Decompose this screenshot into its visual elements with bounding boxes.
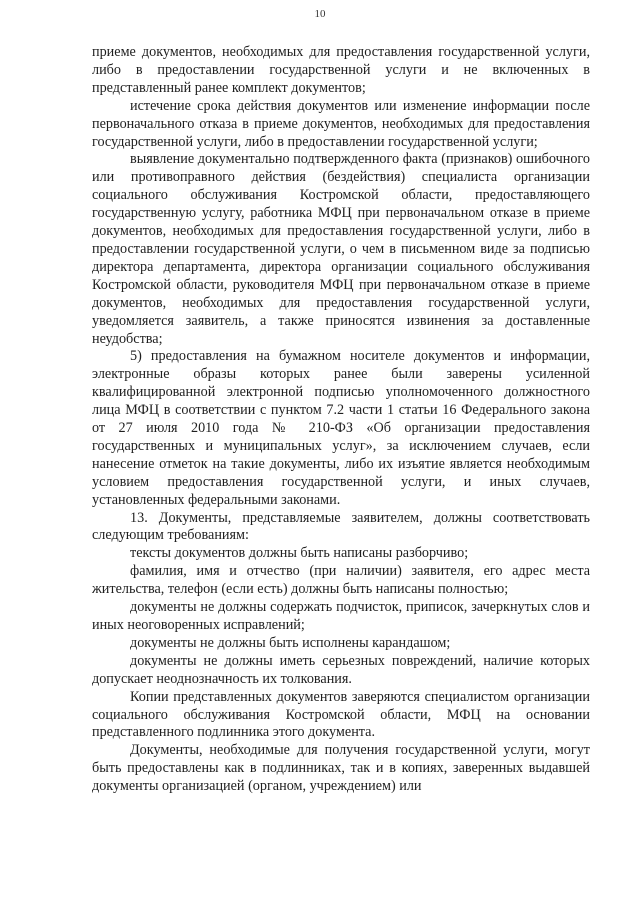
page-number: 10: [314, 8, 326, 20]
paragraph: Документы, необходимые для получения государственной услуги, могут быть предоставлены как в подлинниках, так и в копиях, заверенных выдавшей документы организацией (органом, учреждением) или: [92, 742, 590, 795]
paragraph: 5) предоставления на бумажном носителе документов и информации, электронные образы которых ранее были заверены усиленной квалифицированной электронной подписью уполномоченного должностного лица МФЦ в соответствии с пунктом 7.2 части 1 статьи 16 Федерального закона от 27 июля 2010 года № 210-ФЗ «Об организации предоставления государственных и муниципальных услуг», за исключением случаев, если нанесение отметок на такие документы, либо их изъятие является необходимым условием предоставления государственной услуги, и иных случаев, установленных федеральными законами.: [92, 348, 590, 508]
paragraph: 13. Документы, представляемые заявителем, должны соответствовать следующим требованиям:: [92, 509, 590, 544]
paragraph: выявление документально подтвержденного факта (признаков) ошибочного или противоправного действия (бездействия) специалиста организации социального обслуживания Костромской области, предоставляющего государственную услугу, работника МФЦ при первоначальном отказе в приеме документов, необходимых для предоставления государственной услуги, либо в предоставлении государственной услуги, о чем в письменном виде за подписью директора департамента, директора организации социального обслуживания Костромской области, руководителя МФЦ при первоначальном отказе в приеме документов, необходимых для предоставления государственной услуги, уведомляется заявитель, а также приносятся извинения за доставленные неудобства;: [92, 151, 590, 347]
paragraph: тексты документов должны быть написаны разборчиво;: [130, 545, 469, 562]
paragraph: документы не должны содержать подчисток, приписок, зачеркнутых слов и иных неоговоренных исправлений;: [92, 599, 590, 633]
paragraph-continuation: приеме документов, необходимых для предоставления государственной услуги, либо в предоставлении государственной услуги и не включенных в представленный ранее комплект документов;: [92, 44, 590, 96]
paragraph: истечение срока действия документов или изменение информации после первоначального отказа в приеме документов, необходимых для предоставления государственной услуги, либо в предоставлении государственной услуги;: [92, 97, 590, 150]
paragraph: документы не должны иметь серьезных повреждений, наличие которых допускает неоднозначность их толкования.: [92, 652, 590, 687]
paragraph: фамилия, имя и отчество (при наличии) заявителя, его адрес места жительства, телефон (если есть) должны быть написаны полностью;: [92, 563, 590, 598]
paragraph: документы не должны быть исполнены карандашом;: [130, 634, 451, 651]
document-body: [92, 44, 590, 796]
paragraph: Копии представленных документов заверяются специалистом организации социального обслуживания Костромской области, МФЦ на основании представленного подлинника этого документа.: [92, 688, 590, 741]
